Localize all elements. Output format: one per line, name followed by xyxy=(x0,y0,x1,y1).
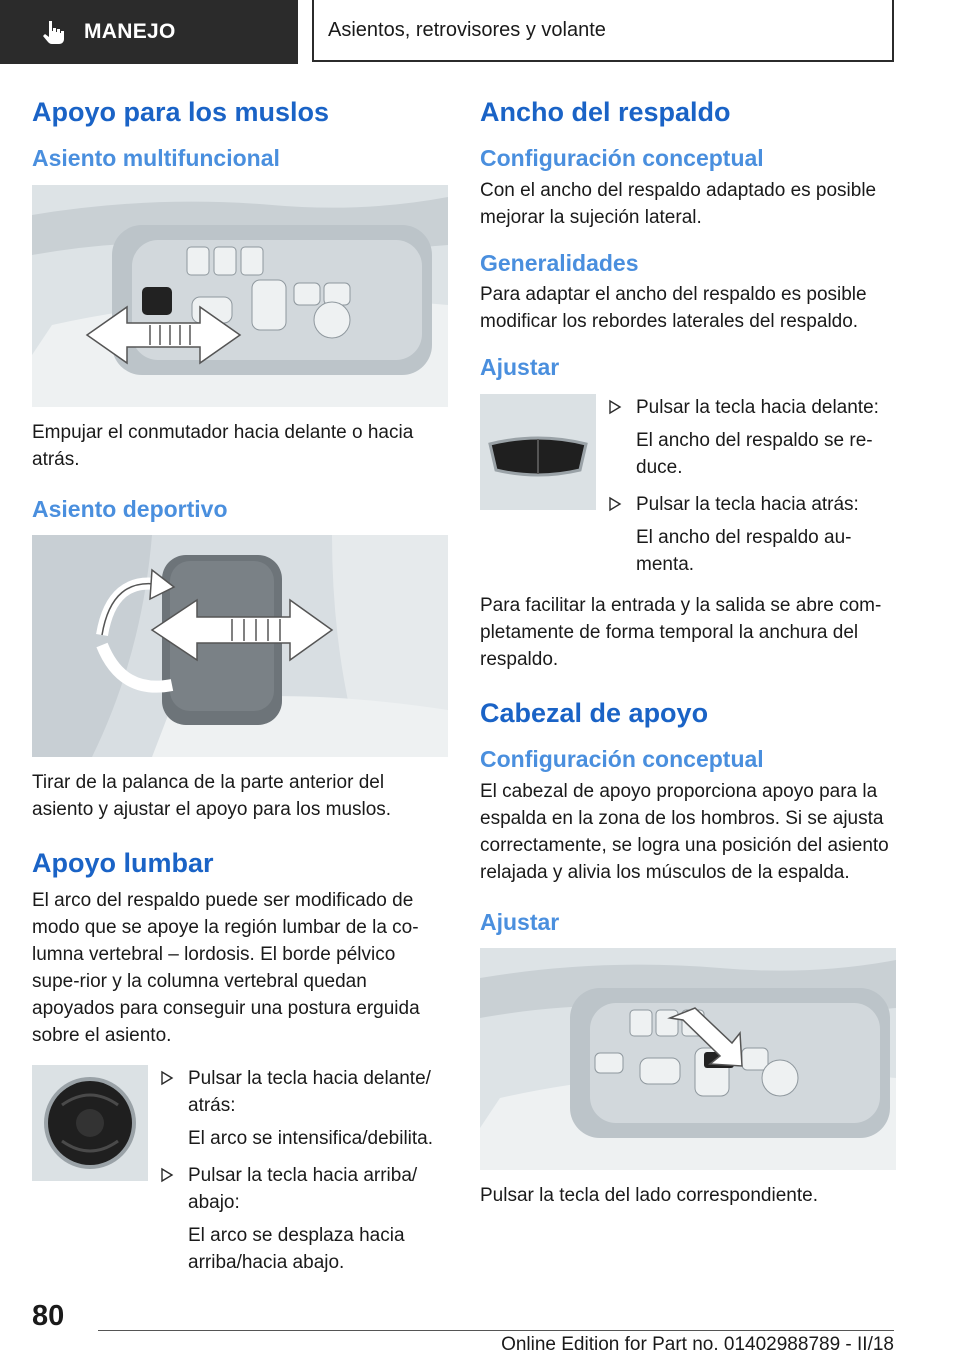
footer-edition: Online Edition for Part no. 01402988789 - II/18 xyxy=(501,1334,894,1355)
headrest-control-illustration xyxy=(480,948,896,1170)
heading-apoyo-muslos: Apoyo para los muslos xyxy=(32,97,330,127)
triangle-bullet-icon xyxy=(160,1069,174,1087)
heading-asiento-deportivo: Asiento deportivo xyxy=(32,495,228,522)
list-item xyxy=(608,394,896,481)
text-generalidades: Para adaptar el ancho del respaldo es posible modificar los rebordes laterales del respaldo. xyxy=(480,284,867,333)
footer-divider xyxy=(98,1330,894,1331)
heading-configuracion-conceptual-2: Configuración conceptual xyxy=(480,745,764,772)
width-button-illustration xyxy=(480,394,596,510)
step-label: Pulsar la tecla hacia delante/ atrás: xyxy=(188,1068,431,1116)
triangle-bullet-icon xyxy=(608,495,622,513)
text-entrada: Para facilitar la entrada y la salida se abre com-pletamente de forma temporal la anchura del respaldo. xyxy=(480,595,882,670)
chapter-title: Asientos, retrovisores y volante xyxy=(312,0,894,62)
heading-cabezal-apoyo: Cabezal de apoyo xyxy=(480,698,709,728)
lumbar-steps xyxy=(160,1065,448,1276)
heading-ajustar-2: Ajustar xyxy=(480,908,560,935)
section-tab xyxy=(0,0,298,64)
heading-ancho-respaldo: Ancho del respaldo xyxy=(480,97,731,127)
heading-apoyo-lumbar: Apoyo lumbar xyxy=(32,848,214,879)
text-deportivo: Tirar de la palanca de la parte anterior del asiento y ajustar el apoyo para los muslos. xyxy=(32,772,392,821)
list-item xyxy=(160,1065,448,1152)
lumbar-button-illustration xyxy=(32,1065,148,1181)
multifunction-seat-illustration xyxy=(32,185,448,407)
step-detail: El arco se intensifica/debilita. xyxy=(188,1128,434,1149)
sport-seat-illustration xyxy=(32,535,448,757)
list-item xyxy=(608,491,896,578)
step-label: Pulsar la tecla hacia arriba/ abajo: xyxy=(188,1165,418,1213)
step-label: Pulsar la tecla hacia delante: xyxy=(636,397,879,418)
step-detail: El ancho del respaldo se re-duce. xyxy=(636,430,873,478)
left-column xyxy=(32,96,448,1276)
right-column xyxy=(480,96,896,1209)
triangle-bullet-icon xyxy=(160,1166,174,1184)
text-multifuncional: Empujar el conmutador hacia delante o hacia atrás. xyxy=(32,421,414,470)
section-title: MANEJO xyxy=(84,20,176,43)
text-concept2: El cabezal de apoyo proporciona apoyo para la espalda en la zona de los hombros. Si se ajusta correctamente, se logra una posición del asiento relajada y alivia los músculos de la espalda. xyxy=(480,780,889,883)
width-adjust-block xyxy=(480,394,896,578)
step-detail: El ancho del respaldo au-menta. xyxy=(636,527,852,575)
heading-configuracion-conceptual: Configuración conceptual xyxy=(480,144,764,171)
lumbar-adjust-block xyxy=(32,1065,448,1276)
width-steps xyxy=(608,394,896,578)
text-tecla: Pulsar la tecla del lado correspondiente. xyxy=(480,1185,818,1207)
step-label: Pulsar la tecla hacia atrás: xyxy=(636,494,859,515)
heading-ajustar: Ajustar xyxy=(480,354,560,381)
list-item xyxy=(160,1162,448,1276)
text-lumbar: El arco del respaldo puede ser modificado de modo que se apoye la región lumbar de la co-lumna vertebral – lordosis. El borde pélvico supe-rior y la columna vertebral quedan apoyados para conseguir una postura erguida sobre el asiento. xyxy=(32,890,420,1046)
step-detail: El arco se desplaza hacia arriba/hacia abajo. xyxy=(188,1225,405,1273)
page-number: 80 xyxy=(32,1300,65,1332)
triangle-bullet-icon xyxy=(608,398,622,416)
hand-pointer-icon xyxy=(40,19,66,45)
text-concept1: Con el ancho del respaldo adaptado es posible mejorar la sujeción lateral. xyxy=(480,179,877,228)
heading-generalidades: Generalidades xyxy=(480,249,639,276)
heading-asiento-multifuncional: Asiento multifuncional xyxy=(32,144,280,171)
